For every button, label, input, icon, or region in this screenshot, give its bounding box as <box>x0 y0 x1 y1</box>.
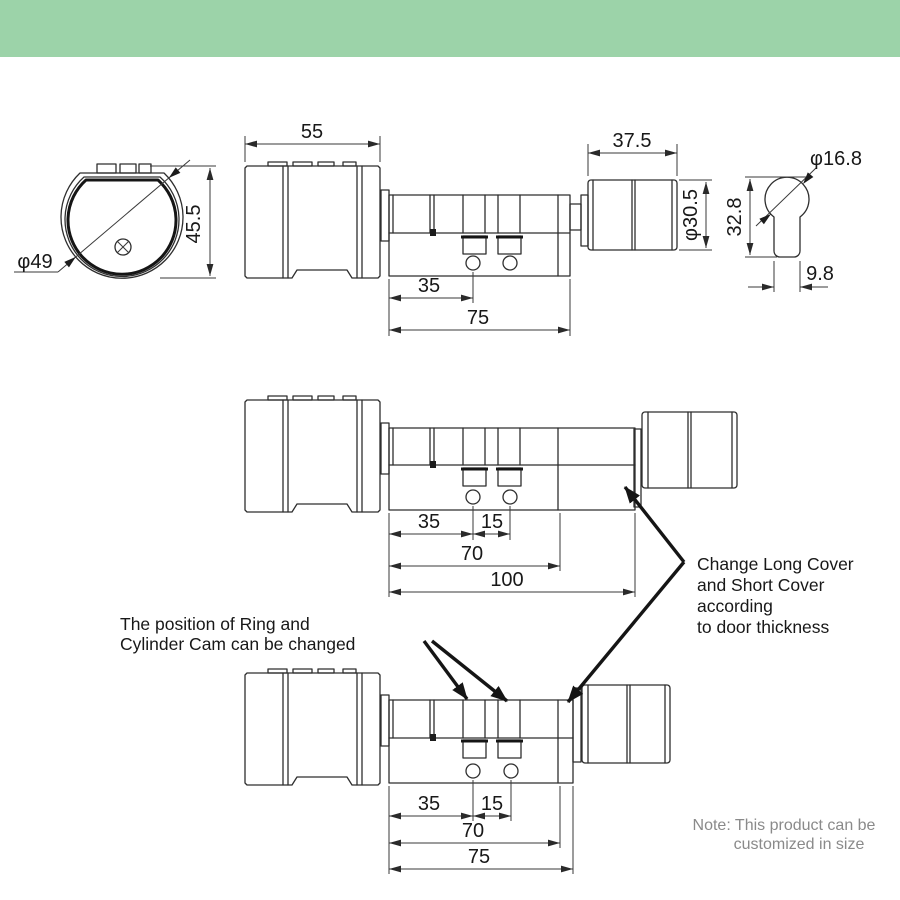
cover-text-line2: and Short Cover <box>697 575 825 595</box>
cover-text-line4: to door thickness <box>697 617 830 637</box>
pointer-arrow <box>568 562 684 702</box>
dim-cam-position: 70 <box>461 820 485 842</box>
side-view-top <box>245 121 712 336</box>
dim-keyhole-diameter: φ16.8 <box>810 148 862 170</box>
dim-pin-offset: 35 <box>417 275 441 297</box>
note-text-line1: Note: This product can be <box>692 817 876 834</box>
ring-cam-text-line2: Cylinder Cam can be changed <box>120 634 356 654</box>
header-band <box>0 0 900 57</box>
pointer-arrow <box>432 641 507 701</box>
front-view <box>14 160 216 278</box>
side-view-bottom <box>245 669 670 874</box>
note <box>693 817 876 853</box>
dim-pin-gap: 15 <box>480 511 504 533</box>
dim-knob-width: 55 <box>300 121 324 143</box>
pointer-arrow <box>625 487 684 562</box>
dim-keyhole-stem-width: 9.8 <box>806 263 834 285</box>
dim-keyhole-height: 32.8 <box>724 197 746 237</box>
annotation-cover <box>568 487 854 702</box>
keyhole-view <box>724 148 862 292</box>
dim-pin-offset: 35 <box>417 511 441 533</box>
dim-pin-offset: 35 <box>417 793 441 815</box>
dim-body-length: 100 <box>490 569 524 591</box>
dim-cover-diameter: φ30.5 <box>680 189 702 241</box>
cover-text-line1: Change Long Cover <box>697 554 854 574</box>
dim-front-height: 45.5 <box>183 204 205 244</box>
dim-body-length: 75 <box>467 846 491 868</box>
ring-cam-text-line1: The position of Ring and <box>120 614 310 634</box>
annotation-ring-cam <box>120 614 507 701</box>
cover-text-line3: according <box>697 596 773 616</box>
dim-cam-position: 70 <box>460 543 484 565</box>
dim-front-diameter: φ49 <box>17 251 53 273</box>
dim-cover-width: 37.5 <box>612 130 652 152</box>
dim-body-length: 75 <box>466 307 490 329</box>
dim-pin-gap: 15 <box>480 793 504 815</box>
side-view-middle <box>245 396 737 597</box>
note-text-line2: customized in size <box>733 836 865 853</box>
